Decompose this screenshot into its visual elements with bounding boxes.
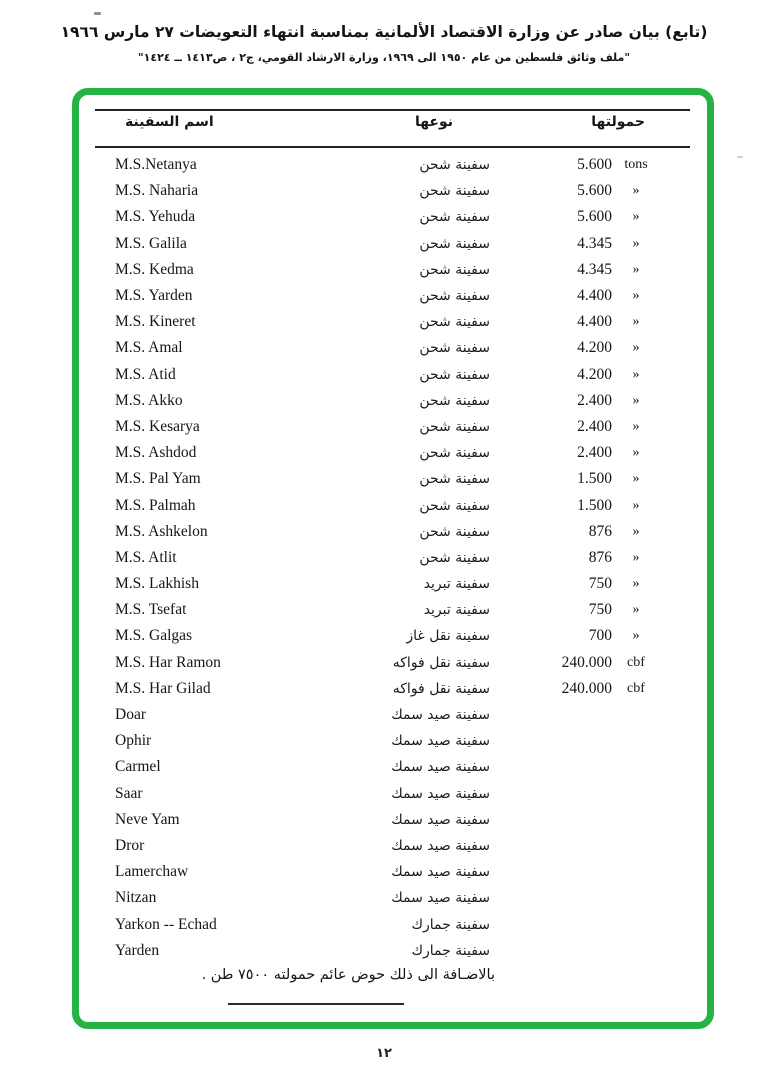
ship-name: Neve Yam [115,810,180,828]
ship-tonnage: 750 [588,601,612,619]
ship-name: M.S. Naharia [115,182,199,200]
table-row [79,859,707,885]
table-row [79,911,707,937]
ship-tonnage: 2.400 [577,444,612,462]
ship-name: M.S. Har Ramon [115,653,221,671]
ship-type: سفينة صيد سمك [391,785,490,802]
ship-type: سفينة صيد سمك [391,707,490,724]
ship-name: M.S. Ashkelon [115,522,208,540]
ship-name: M.S. Galila [115,234,187,252]
tonnage-unit: cbf [627,680,645,696]
ship-type: سفينة شحن [419,445,490,462]
table-row [79,938,707,964]
table-row [79,597,707,623]
table-row [79,885,707,911]
ship-type: سفينة صيد سمك [391,864,490,881]
table-row [79,388,707,414]
table-row [79,283,707,309]
ship-type: سفينة نقل فواكه [392,654,490,671]
tonnage-unit: » [632,628,640,644]
document-header [0,24,768,64]
table-row [79,807,707,833]
tonnage-unit: » [632,392,640,408]
table-row [79,231,707,257]
table-row [79,440,707,466]
tonnage-unit: cbf [627,654,645,670]
table-row [79,466,707,492]
scan-artifact-dash [737,156,743,158]
ship-tonnage: 4.345 [577,260,612,278]
ship-name: Doar [115,706,146,724]
ship-type: سفينة شحن [419,314,490,331]
ship-tonnage: 5.600 [577,182,612,200]
ship-name: M.S. Atid [115,365,176,383]
ship-type: سفينة صيد سمك [391,837,490,854]
ship-type: سفينة شحن [419,366,490,383]
ship-name: Saar [115,784,143,802]
ship-type: سفينة شحن [419,235,490,252]
tonnage-unit: tons [624,157,648,173]
tonnage-unit: » [632,445,640,461]
ship-type: سفينة صيد سمك [391,759,490,776]
ship-name: Yarkon -- Echad [115,915,217,933]
tonnage-unit: » [632,471,640,487]
tonnage-unit: » [632,418,640,434]
table-row [79,676,707,702]
table-row [79,178,707,204]
table-header-rule [95,146,690,148]
table-row [79,571,707,597]
tonnage-unit: » [632,576,640,592]
table-row [79,204,707,230]
tonnage-unit: » [632,183,640,199]
table-row [79,650,707,676]
table-row [79,152,707,178]
ship-tonnage: 4.200 [577,365,612,383]
ship-type: سفينة شحن [419,209,490,226]
table-row [79,702,707,728]
ship-tonnage: 4.345 [577,234,612,252]
table-row [79,257,707,283]
table-row [79,545,707,571]
header-source-citation: "ملف وثائق فلسطين من عام ١٩٥٠ الى ١٩٦٩، وزارة الارشاد القومي، ج٢ ، ص١٤١٣ ــ ١٤٢٤" [137,50,631,64]
ship-name: M.S. Har Gilad [115,679,211,697]
ship-tonnage: 240.000 [561,679,612,697]
ship-name: Nitzan [115,889,157,907]
column-header-tonnage: حمولتها [591,114,645,130]
ship-name: Dror [115,836,145,854]
ship-tonnage: 700 [588,627,612,645]
ship-type: سفينة جمارك [411,916,490,933]
table-footnote: بالاضـافة الى ذلك حوض عائم حمولته ٧٥٠٠ طن . [201,967,495,983]
ship-name: M.S. Akko [115,391,183,409]
tonnage-unit: » [632,602,640,618]
ship-tonnage: 240.000 [561,653,612,671]
ship-type: سفينة صيد سمك [391,733,490,750]
ship-type: سفينة تبريد [423,576,490,593]
tonnage-unit: » [632,288,640,304]
tonnage-unit: » [632,549,640,565]
ship-type: سفينة شحن [419,157,490,174]
scan-artifact-dash [94,12,101,15]
ship-type: سفينة شحن [419,418,490,435]
ship-type: سفينة شحن [419,392,490,409]
ship-name: Ophir [115,732,152,750]
tonnage-unit: » [632,497,640,513]
ship-name: M.S. Yarden [115,287,193,305]
ship-type: سفينة شحن [419,288,490,305]
highlight-frame [72,88,714,1029]
tonnage-unit: » [632,209,640,225]
ship-type: سفينة نقل غاز [406,628,490,645]
table-row [79,309,707,335]
table-row [79,362,707,388]
ship-name: M.S. Atlit [115,548,177,566]
ship-name: M.S. Lakhish [115,575,199,593]
ship-tonnage: 876 [588,548,612,566]
ship-tonnage: 876 [588,522,612,540]
ship-name: M.S. Tsefat [115,601,187,619]
table-row [79,781,707,807]
ship-tonnage: 2.400 [577,417,612,435]
table-row [79,335,707,361]
ship-name: M.S. Ashdod [115,444,197,462]
ship-type: سفينة تبريد [423,602,490,619]
table-top-rule [95,109,690,111]
ship-type: سفينة شحن [419,471,490,488]
ship-tonnage: 4.200 [577,339,612,357]
ship-name: Carmel [115,758,161,776]
ship-name: M.S. Palmah [115,496,196,514]
tonnage-unit: » [632,235,640,251]
ship-tonnage: 2.400 [577,391,612,409]
table-row [79,414,707,440]
ship-type: سفينة شحن [419,523,490,540]
tonnage-unit: » [632,523,640,539]
table-row [79,833,707,859]
column-header-ship-type: نوعها [414,114,454,130]
ship-type: سفينة شحن [419,261,490,278]
ship-tonnage: 1.500 [577,470,612,488]
tonnage-unit: » [632,314,640,330]
ship-name: M.S. Galgas [115,627,193,645]
ship-name: M.S. Pal Yam [115,470,201,488]
table-row [79,754,707,780]
end-rule [228,1003,404,1005]
ship-type: سفينة جمارك [411,942,490,959]
ship-name: M.S.Netanya [115,156,197,174]
tonnage-unit: » [632,366,640,382]
table-row [79,728,707,754]
table-row [79,519,707,545]
table-row [79,623,707,649]
ship-name: M.S. Kedma [115,260,194,278]
tonnage-unit: » [632,261,640,277]
ship-name: M.S. Kineret [115,313,196,331]
ship-type: سفينة شحن [419,340,490,357]
ship-type: سفينة نقل فواكه [392,680,490,697]
ship-tonnage: 4.400 [577,287,612,305]
header-title: (تابع) بيان صادر عن وزارة الاقتصاد الألمانية بمناسبة انتهاء التعويضات ٢٧ مارس ١٩٦٦ [60,23,708,41]
ship-type: سفينة صيد سمك [391,811,490,828]
ship-type: سفينة شحن [419,549,490,566]
ship-name: Yarden [115,941,160,959]
table-row [79,492,707,518]
ship-type: سفينة شحن [419,183,490,200]
ship-tonnage: 5.600 [577,208,612,226]
ship-type: سفينة صيد سمك [391,890,490,907]
ship-tonnage: 4.400 [577,313,612,331]
ship-type: سفينة شحن [419,497,490,514]
ship-tonnage: 5.600 [577,156,612,174]
ship-name: M.S. Kesarya [115,417,200,435]
page-number: ١٢ [376,1046,392,1061]
tonnage-unit: » [632,340,640,356]
ship-name: M.S. Yehuda [115,208,196,226]
ship-name: Lamerchaw [115,863,189,881]
ship-tonnage: 750 [588,575,612,593]
ship-tonnage: 1.500 [577,496,612,514]
ship-table [79,152,707,964]
ship-name: M.S. Amal [115,339,183,357]
column-header-ship-name: اسم السفينة [125,114,214,130]
